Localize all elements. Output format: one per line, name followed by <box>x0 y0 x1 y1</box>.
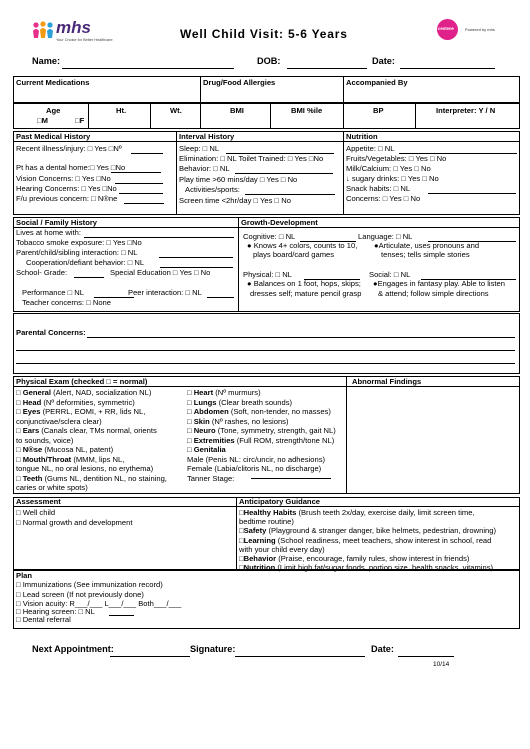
pmh-vision[interactable]: Vision Concerns: □ Yes □No <box>16 174 111 183</box>
bmi-label: BMI <box>230 106 244 115</box>
signature-label: Signature: <box>190 644 236 654</box>
nutrition-fruits[interactable]: Fruits/Vegetables: □ Yes □ No <box>346 154 447 163</box>
exam-left-item-7[interactable]: □ Mouth/Throat (MMM, lips NL, <box>16 454 125 464</box>
nutrition-milk[interactable]: Milk/Calcium: □ Yes □ No <box>346 164 431 173</box>
exam-right-item-7: Male (Penis NL: circ/uncir, no adhesions) <box>187 454 326 464</box>
parental-concerns-label: Parental Concerns: <box>16 328 86 337</box>
abnormal-findings-header: Abnormal Findings <box>352 377 422 386</box>
exam-right-item-6[interactable]: □ Genitalia <box>187 445 226 454</box>
exam-left-item-9[interactable]: □ Teeth (Gums NL, dentition NL, no staining, <box>16 473 167 483</box>
interval-header: Interval History <box>179 132 235 141</box>
allergies-label: Drug/Food Allergies <box>203 78 276 87</box>
pmh-dental-home[interactable]: Pt has a dental home:□ Yes □No <box>16 163 126 172</box>
growth-physical[interactable]: Physical: □ NL <box>243 270 292 279</box>
age-label: Age <box>46 106 61 115</box>
pmh-hearing[interactable]: Hearing Concerns: □ Yes □No <box>16 184 117 193</box>
guidance-item-0[interactable]: □Healthy Habits (Brush teeth 2x/day, exercise daily, limit screen time, <box>239 508 475 517</box>
logo-tagline: Your Choice for Better Healthcare <box>56 38 113 42</box>
people-icon <box>32 21 58 39</box>
exam-right-item-3[interactable]: □ Skin (Nº rashes, no lesions) <box>187 416 289 426</box>
next-appointment-label: Next Appointment: <box>32 644 114 654</box>
current-medications-label: Current Medications <box>16 78 90 87</box>
pmh-header: Past Medical History <box>16 132 91 141</box>
exam-right-item-2[interactable]: □ Abdomen (Soft, non-tender, no masses) <box>187 407 331 416</box>
exam-left-item-3: conjunctivae/sclera clear) <box>16 416 102 426</box>
footer-date-label: Date: <box>371 644 394 654</box>
growth-soc-bullet-2: & attend; follow simple directions <box>378 289 489 298</box>
mhs-logo <box>32 19 112 45</box>
exam-right-item-4[interactable]: □ Neuro (Tone, symmetry, strength, gait NL) <box>187 426 336 435</box>
social-special-ed[interactable]: Special Education □ Yes □ No <box>110 268 211 277</box>
growth-language[interactable]: Language: □ NL <box>358 232 413 241</box>
parental-line-2[interactable] <box>16 350 515 351</box>
nutrition-appetite[interactable]: Appetite: □ NL <box>346 144 395 153</box>
assessment-normal-growth[interactable]: □ Normal growth and development <box>16 518 133 527</box>
exam-right-item-1[interactable]: □ Lungs (Clear breath sounds) <box>187 397 293 407</box>
exam-left-item-0[interactable]: □ General (Alert, NAD, socialization NL) <box>16 388 152 397</box>
social-performance[interactable]: Performance □ NL <box>22 288 84 297</box>
interval-activities: Activities/sports: <box>185 185 240 194</box>
female-checkbox[interactable]: □F <box>75 116 85 125</box>
interval-playtime[interactable]: Play time >60 mins/day □ Yes □ No <box>179 175 298 184</box>
plan-header: Plan <box>16 571 33 580</box>
footer-date-field[interactable] <box>398 656 454 657</box>
guidance-item-6[interactable]: □Nutrition (Limit high fat/sugar foods, portion size, health snacks, vitamins) <box>239 563 494 573</box>
partner-logo-sub: Powered by mhs <box>465 27 495 32</box>
parental-concerns-box <box>13 313 520 374</box>
partner-logo <box>437 19 507 43</box>
social-interaction[interactable]: Parent/child/sibling interaction: □ NL <box>16 248 138 257</box>
bp-label: BP <box>373 106 384 115</box>
social-lives-with: Lives at home with: <box>16 228 81 237</box>
social-tobacco[interactable]: Tobacco smoke exposure: □ Yes □No <box>16 238 142 247</box>
exam-header: Physical Exam (checked □ = normal) <box>16 377 148 386</box>
bmi-percentile-label: BMI %ile <box>291 106 323 115</box>
nutrition-header: Nutrition <box>346 132 378 141</box>
guidance-item-2[interactable]: □Safety (Playground & stranger danger, bike helmets, pedestrian, drowning) <box>239 526 497 536</box>
exam-left-item-4[interactable]: □ Ears (Canals clear, TMs normal, orients <box>16 426 157 435</box>
social-header: Social / Family History <box>16 218 98 227</box>
plan-dental[interactable]: □ Dental referral <box>16 615 71 624</box>
assessment-header: Assessment <box>16 497 61 506</box>
guidance-header: Anticipatory Guidance <box>239 497 321 506</box>
interval-sleep[interactable]: Sleep: □ NL <box>179 144 220 153</box>
plan-immunizations[interactable]: □ Immunizations (See immunization record) <box>16 580 163 589</box>
social-school-grade: School- Grade: <box>16 268 68 277</box>
exam-left-item-8: tongue NL, no oral lesions, no erythema) <box>16 464 154 473</box>
growth-phys-bullet-1: ● Balances on 1 foot, hops, skips; <box>247 279 361 288</box>
guidance-item-3[interactable]: □Learning (School readiness, meet teachers, show interest in school, read <box>239 535 492 545</box>
dob-label: DOB: <box>257 56 281 66</box>
dob-field[interactable] <box>287 68 367 69</box>
nutrition-sugary[interactable]: ↓ sugary drinks: □ Yes □ No <box>346 174 439 183</box>
growth-lang-bullet-2: tenses; tells simple stories <box>381 250 470 259</box>
next-appointment-field[interactable] <box>110 656 190 657</box>
date-field[interactable] <box>400 68 495 69</box>
social-teacher[interactable]: Teacher concerns: □ None <box>22 298 112 307</box>
logo-text: mhs <box>56 18 91 37</box>
exam-right-item-5[interactable]: □ Extremities (Full ROM, strength/tone NL) <box>187 435 335 445</box>
interval-elimination[interactable]: Elimination: □ NL Toilet Trained: □ Yes □No <box>179 154 324 163</box>
growth-phys-bullet-2: dresses self; mature pencil grasp <box>250 289 362 298</box>
interval-behavior[interactable]: Behavior: □ NL <box>179 164 230 173</box>
exam-left-item-2[interactable]: □ Eyes (PERRL, EOMI, + RR, lids NL, <box>16 407 146 416</box>
exam-left-item-5: to sounds, voice) <box>16 435 74 445</box>
interpreter-label: Interpreter: Y / N <box>436 106 496 115</box>
social-cooperation[interactable]: Cooperation/defiant behavior: □ NL <box>26 258 145 267</box>
assessment-well-child[interactable]: □ Well child <box>16 508 56 517</box>
growth-cog-bullet-2: plays board/card games <box>253 250 335 259</box>
growth-soc-bullet-1: ●Engages in fantasy play. Able to listen <box>373 279 505 288</box>
growth-cog-bullet-1: ● Knows 4+ colors, counts to 10, <box>247 241 358 250</box>
guidance-item-5[interactable]: □Behavior (Praise, encourage, family rules, show interest in friends) <box>239 554 470 563</box>
height-label: Ht. <box>116 106 127 115</box>
male-checkbox[interactable]: □M <box>37 116 48 125</box>
growth-lang-bullet-1: ●Articulate, uses pronouns and <box>374 241 480 250</box>
name-label: Name: <box>32 56 61 66</box>
accompanied-label: Accompanied By <box>346 78 408 87</box>
parental-line-1[interactable] <box>87 337 515 338</box>
interval-screentime[interactable]: Screen time <2hr/day □ Yes □ No <box>179 196 291 205</box>
plan-hearing[interactable]: □ Hearing screen: □ NL <box>16 607 95 616</box>
nutrition-snack[interactable]: Snack habits: □ NL <box>346 184 411 193</box>
partner-logo-text: centene <box>438 26 454 31</box>
pmh-recent-illness[interactable]: Recent illness/injury: □ Yes □Nº <box>16 144 122 153</box>
exam-left-item-6[interactable]: □ N®se (Mucosa NL, patent) <box>16 445 114 454</box>
name-field[interactable] <box>62 68 234 69</box>
pmh-followup[interactable]: F/u previous concern: □ N®ne <box>16 194 118 203</box>
page-title: Well Child Visit: 5-6 Years <box>180 27 348 41</box>
plan-lead-screen[interactable]: □ Lead screen (If not previously done) <box>16 590 144 599</box>
weight-label: Wt. <box>170 106 182 115</box>
signature-field[interactable] <box>235 656 365 657</box>
exam-right-item-8: Female (Labia/clitoris NL, no discharge) <box>187 464 322 473</box>
form-version: 10/14 <box>433 661 450 668</box>
plan-vision-acuity[interactable]: □ Vision acuity: R___/___ L___/___ Both___/___ <box>16 599 182 608</box>
date-label: Date: <box>372 56 395 66</box>
growth-header: Growth-Development <box>241 218 318 227</box>
exam-right-item-0[interactable]: □ Heart (Nº murmurs) <box>187 388 261 397</box>
nutrition-concerns[interactable]: Concerns: □ Yes □ No <box>346 194 421 203</box>
exam-left-item-10: caries or white spots) <box>16 483 88 492</box>
growth-social[interactable]: Social: □ NL <box>369 270 411 279</box>
exam-right-item-9: Tanner Stage: <box>187 473 235 483</box>
exam-left-item-1[interactable]: □ Head (Nº deformities, symmetric) <box>16 397 135 407</box>
guidance-item-1: bedtime routine) <box>239 517 294 527</box>
guidance-item-4: with your child every day) <box>239 544 325 554</box>
parental-line-3[interactable] <box>16 363 515 364</box>
growth-cognitive[interactable]: Cognitive: □ NL <box>243 232 296 241</box>
social-peer[interactable]: Peer interaction: □ NL <box>128 288 202 297</box>
